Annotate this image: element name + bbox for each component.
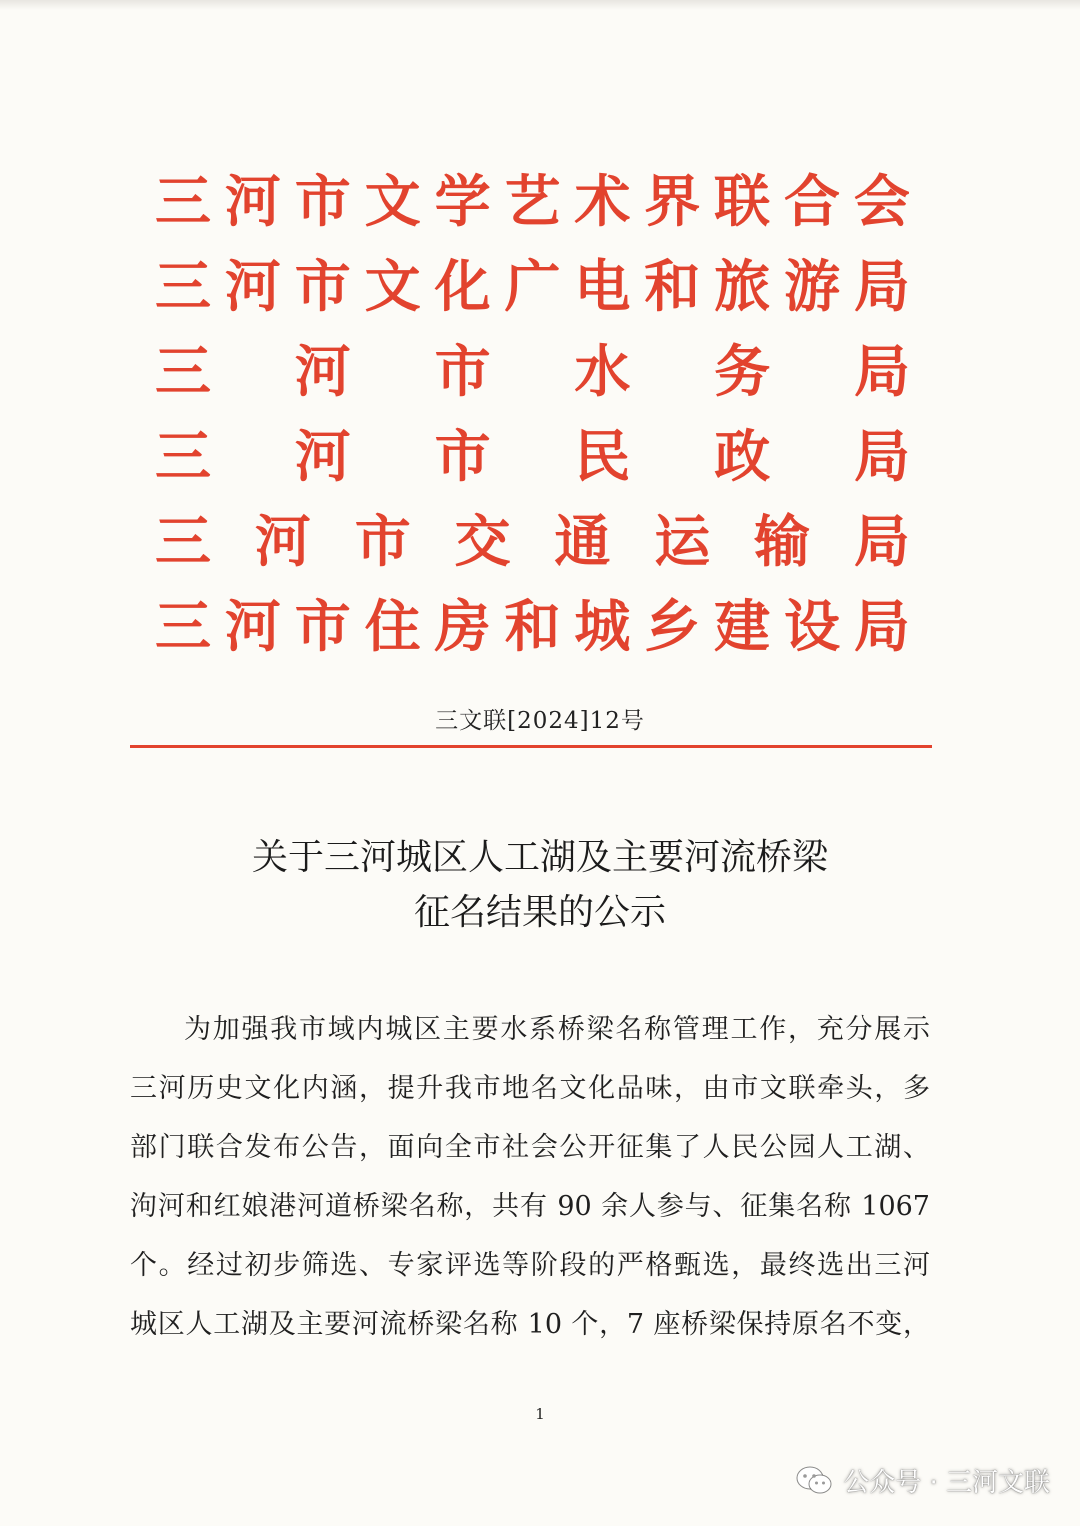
header-line xyxy=(130,330,930,415)
header-char: 住 xyxy=(364,594,421,660)
header-char: 三 xyxy=(155,509,211,575)
header-char: 局 xyxy=(853,424,910,490)
header-char: 广 xyxy=(504,254,561,320)
header-char: 交 xyxy=(454,509,511,575)
title-line-2: 征名结果的公示 xyxy=(413,892,666,933)
header-char: 水 xyxy=(574,339,631,405)
header-char: 三 xyxy=(155,424,211,490)
header-line xyxy=(130,415,930,500)
issuing-authorities-header xyxy=(130,160,930,670)
body-line: 部门联合发布公告，面向全市社会公开征集了人民公园人工湖、 xyxy=(130,1132,930,1163)
header-char: 艺 xyxy=(504,169,561,235)
page-number: 1 xyxy=(535,1405,545,1423)
watermark-text: 公众号 · 三河文联 xyxy=(843,1468,1050,1498)
header-char: 运 xyxy=(654,509,711,575)
header-char: 三 xyxy=(155,339,211,405)
header-char: 设 xyxy=(784,594,841,660)
scan-top-edge xyxy=(0,0,1080,10)
header-char: 市 xyxy=(294,169,351,235)
header-char: 局 xyxy=(853,509,910,575)
header-char: 化 xyxy=(434,254,491,320)
document-number: 三文联[2024]12号 xyxy=(435,708,645,734)
body-line: 为加强我市域内城区主要水系桥梁名称管理工作，充分展示 xyxy=(184,1014,930,1045)
header-char: 河 xyxy=(224,169,281,235)
header-char: 旅 xyxy=(714,254,771,320)
header-char: 会 xyxy=(853,169,910,235)
header-char: 市 xyxy=(294,594,351,660)
header-char: 市 xyxy=(434,339,491,405)
header-char: 市 xyxy=(354,509,411,575)
body-text xyxy=(130,1000,930,1354)
header-char: 和 xyxy=(504,594,561,660)
header-char: 河 xyxy=(294,339,351,405)
header-char: 乡 xyxy=(644,594,701,660)
header-char: 三 xyxy=(155,594,211,660)
body-line: 三河历史文化内涵，提升我市地名文化品味，由市文联牵头，多 xyxy=(130,1073,930,1104)
header-char: 局 xyxy=(853,254,910,320)
header-char: 输 xyxy=(754,509,811,575)
header-char: 联 xyxy=(714,169,771,235)
header-char: 界 xyxy=(644,169,701,235)
document-title xyxy=(0,830,1080,940)
body-line: 泃河和红娘港河道桥梁名称，共有 90 余人参与、征集名称 1067 xyxy=(130,1191,930,1222)
wechat-icon xyxy=(795,1465,833,1497)
header-char: 民 xyxy=(574,424,631,490)
header-char: 合 xyxy=(784,169,841,235)
header-char: 市 xyxy=(294,254,351,320)
header-line xyxy=(130,500,930,585)
header-char: 政 xyxy=(714,424,771,490)
header-char: 文 xyxy=(364,254,421,320)
header-char: 局 xyxy=(853,339,910,405)
header-char: 三 xyxy=(155,254,211,320)
header-char: 游 xyxy=(784,254,841,320)
header-char: 文 xyxy=(364,169,421,235)
header-char: 河 xyxy=(254,509,311,575)
header-line xyxy=(130,245,930,330)
body-line: 个。经过初步筛选、专家评选等阶段的严格甄选，最终选出三河 xyxy=(130,1250,930,1281)
wechat-watermark xyxy=(795,1462,1050,1499)
header-char: 市 xyxy=(434,424,491,490)
header-char: 城 xyxy=(574,594,631,660)
header-char: 局 xyxy=(853,594,910,660)
body-line: 城区人工湖及主要河流桥梁名称 10 个，7 座桥梁保持原名不变， xyxy=(130,1309,930,1340)
title-line-1: 关于三河城区人工湖及主要河流桥梁 xyxy=(251,837,828,878)
red-separator-line xyxy=(130,745,932,748)
header-char: 河 xyxy=(224,594,281,660)
header-char: 河 xyxy=(294,424,351,490)
header-char: 学 xyxy=(434,169,491,235)
header-char: 河 xyxy=(224,254,281,320)
header-line xyxy=(130,585,930,670)
header-char: 术 xyxy=(574,169,631,235)
header-line xyxy=(130,160,930,245)
header-char: 和 xyxy=(644,254,701,320)
header-char: 三 xyxy=(155,169,211,235)
header-char: 建 xyxy=(714,594,771,660)
header-char: 房 xyxy=(434,594,491,660)
header-char: 电 xyxy=(574,254,631,320)
header-char: 务 xyxy=(714,339,771,405)
header-char: 通 xyxy=(554,509,611,575)
